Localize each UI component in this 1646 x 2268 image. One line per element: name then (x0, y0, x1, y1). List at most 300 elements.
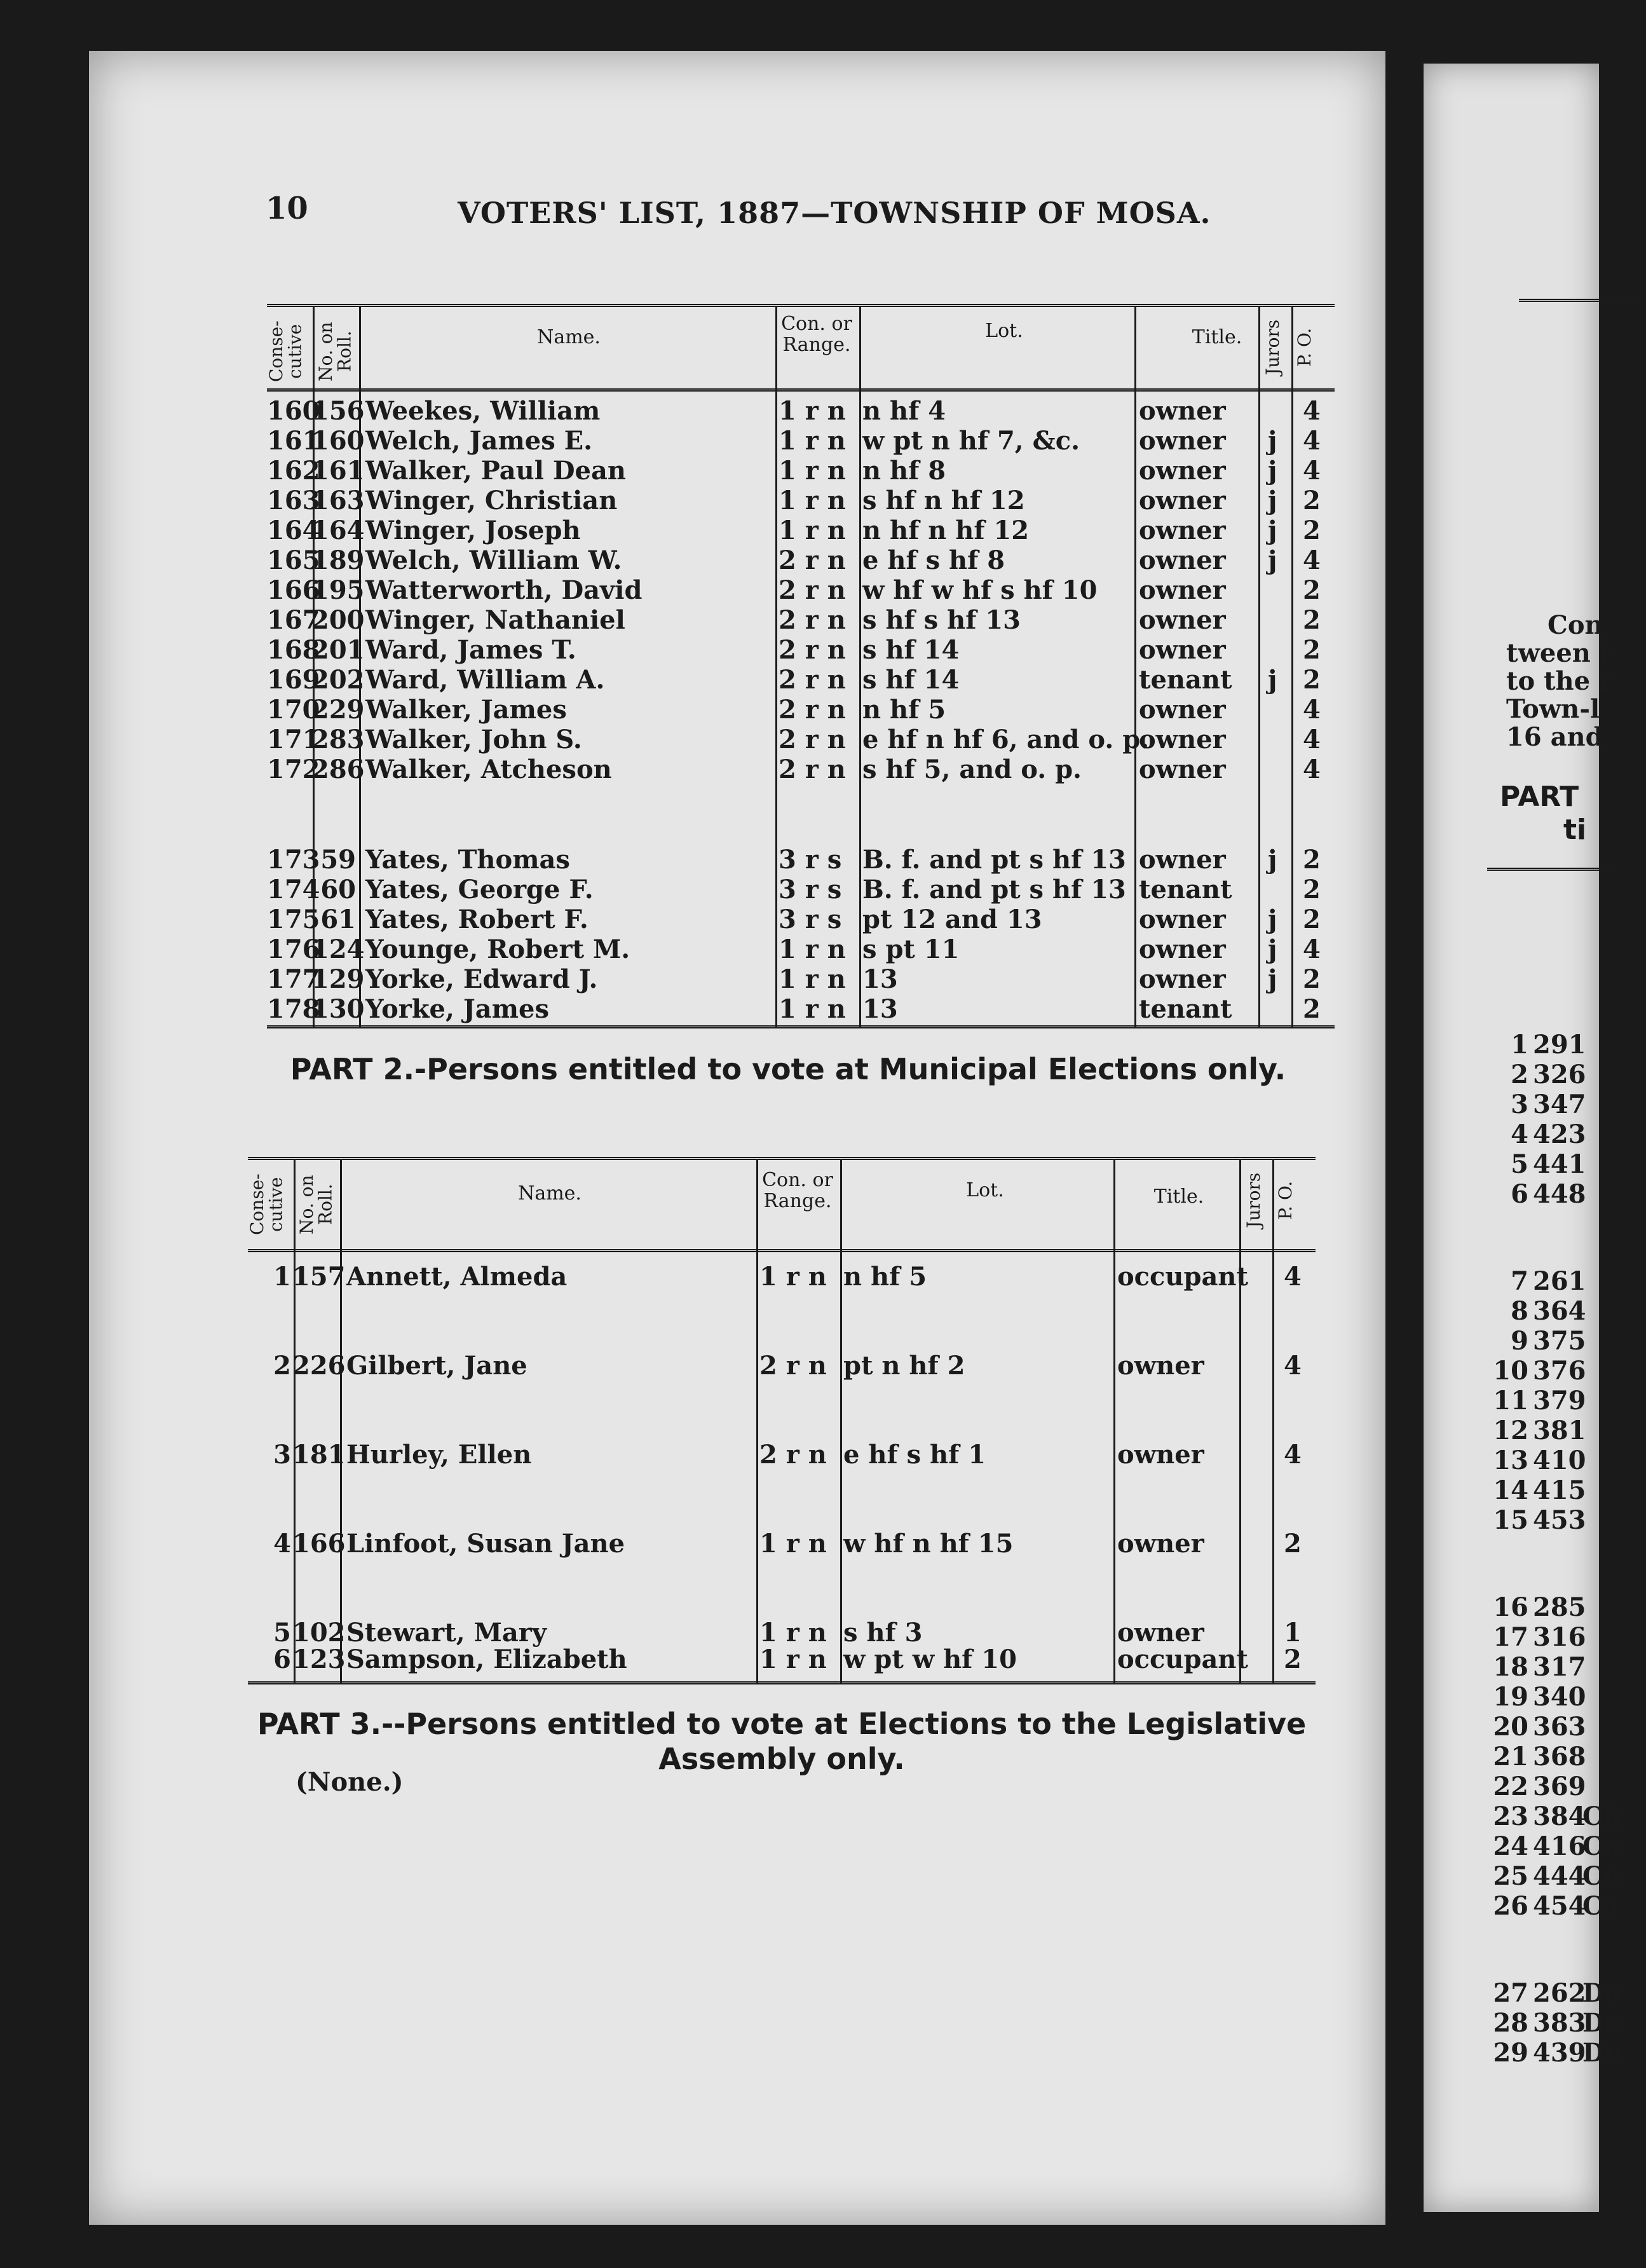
lot: s hf n hf 12 (862, 486, 1025, 516)
table-row (267, 695, 1335, 725)
voter-name: Hurley, Ellen (346, 1440, 532, 1470)
lot: B. f. and pt s hf 13 (862, 875, 1126, 905)
col-po: P. O. (1294, 327, 1315, 367)
consecutive-number: 29 (1493, 2038, 1528, 2068)
roll-number: 163 (311, 486, 365, 516)
voter-name-fragment: Ca (1582, 1891, 1619, 1921)
consecutive-number: 172 (267, 755, 320, 784)
table-row (267, 755, 1335, 785)
table-bottom-rule (267, 1025, 1335, 1028)
title: owner (1139, 486, 1226, 516)
con-range: 2 r n (779, 665, 846, 695)
roll-number: 124 (311, 934, 365, 964)
roll-number: 364 (1533, 1296, 1586, 1326)
post-office: 4 (1303, 695, 1321, 725)
table-row (248, 1529, 1316, 1559)
post-office: 2 (1303, 605, 1321, 635)
con-range: 1 r n (759, 1644, 827, 1674)
roll-number: 156 (311, 396, 365, 426)
con-range: 2 r n (779, 725, 846, 755)
consecutive-number: 3 (1511, 1090, 1528, 1119)
roll-number: 285 (1533, 1592, 1586, 1622)
roll-number: 102 (292, 1618, 346, 1648)
table-row (267, 396, 1335, 427)
consecutive-number: 167 (267, 605, 320, 635)
con-range: 2 r n (759, 1440, 827, 1470)
con-range: 1 r n (779, 426, 846, 456)
title: owner (1117, 1529, 1204, 1559)
con-range: 1 r n (759, 1529, 827, 1559)
voter-name: Yorke, Edward J. (365, 964, 598, 994)
post-office: 4 (1303, 725, 1321, 755)
consecutive-number: 165 (267, 545, 320, 575)
right-page-text-line: 16 and (1506, 722, 1603, 752)
post-office: 2 (1303, 486, 1321, 516)
title: occupant (1117, 1644, 1248, 1674)
title: tenant (1139, 875, 1232, 905)
title: owner (1139, 545, 1226, 575)
table-row (267, 456, 1335, 486)
lot: s hf s hf 13 (862, 605, 1021, 635)
table-row (267, 516, 1335, 546)
juror-mark: j (1268, 665, 1277, 695)
part3-note: (None.) (296, 1767, 404, 1797)
right-page-text-line: Con (1547, 610, 1603, 640)
roll-number: 189 (311, 545, 365, 575)
con-range: 3 r s (779, 845, 842, 875)
lot: n hf 4 (862, 396, 946, 426)
juror-mark: j (1268, 426, 1277, 456)
col-no-on-roll: No. on Roll. (296, 1175, 336, 1234)
post-office: 4 (1284, 1262, 1302, 1292)
roll-number: 202 (311, 665, 365, 695)
voter-name: Yates, Robert F. (365, 905, 588, 934)
right-page-text-line: to the r (1506, 666, 1613, 696)
juror-mark: j (1268, 516, 1277, 545)
roll-number: 283 (311, 725, 365, 755)
con-range: 1 r n (779, 456, 846, 486)
voter-name: Linfoot, Susan Jane (346, 1529, 625, 1559)
consecutive-number: 171 (267, 725, 320, 755)
roll-number: 195 (311, 575, 365, 605)
col-divider (1272, 1160, 1274, 1684)
post-office: 4 (1284, 1440, 1302, 1470)
roll-number: 262 (1533, 1978, 1586, 2008)
roll-number: 261 (1533, 1266, 1586, 1296)
title: owner (1139, 755, 1226, 784)
right-page-text-line: tween t (1506, 638, 1612, 668)
consecutive-number: 7 (1511, 1266, 1528, 1296)
consecutive-number: 22 (1493, 1772, 1528, 1801)
voter-name: Walker, Atcheson (365, 755, 612, 784)
table-bottom-rule (248, 1681, 1316, 1684)
roll-number: 363 (1533, 1712, 1586, 1742)
col-divider (840, 1160, 842, 1684)
roll-number: 453 (1533, 1505, 1586, 1535)
consecutive-number: 19 (1493, 1682, 1528, 1712)
consecutive-number: 25 (1493, 1861, 1528, 1891)
lot: pt 12 and 13 (862, 905, 1042, 934)
title: tenant (1139, 994, 1232, 1024)
consecutive-number: 9 (1511, 1326, 1528, 1356)
post-office: 2 (1303, 516, 1321, 545)
roll-number: 381 (1533, 1416, 1586, 1445)
roll-number: 129 (311, 964, 365, 994)
roll-number: 200 (311, 605, 365, 635)
consecutive-number: 4 (273, 1529, 291, 1559)
lot: B. f. and pt s hf 13 (862, 845, 1126, 875)
lot: n hf 5 (862, 695, 946, 725)
post-office: 2 (1303, 875, 1321, 905)
voter-name: Younge, Robert M. (365, 934, 630, 964)
voter-name: Yorke, James (365, 994, 549, 1024)
voter-name: Sampson, Elizabeth (346, 1644, 627, 1674)
voter-name-fragment: Ch (1582, 1801, 1621, 1831)
right-page-rule (1519, 299, 1646, 302)
consecutive-number: 13 (1493, 1445, 1528, 1475)
post-office: 1 (1284, 1618, 1302, 1648)
con-range: 1 r n (759, 1618, 827, 1648)
consecutive-number: 162 (267, 456, 320, 486)
lot: s hf 3 (843, 1618, 923, 1648)
post-office: 2 (1303, 665, 1321, 695)
juror-mark: j (1268, 545, 1277, 575)
table-row (248, 1262, 1316, 1292)
col-title: Title. (1192, 326, 1242, 348)
voter-name: Watterworth, David (365, 575, 643, 605)
title: owner (1139, 964, 1226, 994)
right-page-heading-line: ti (1563, 814, 1587, 846)
title: owner (1139, 845, 1226, 875)
consecutive-number: 176 (267, 934, 320, 964)
voter-name: Winger, Nathaniel (365, 605, 625, 635)
lot: e hf s hf 8 (862, 545, 1005, 575)
table-row (267, 934, 1335, 965)
col-name: Name. (518, 1182, 582, 1205)
consecutive-number: 1 (1511, 1030, 1528, 1060)
lot: w hf n hf 15 (843, 1529, 1014, 1559)
juror-mark: j (1268, 905, 1277, 934)
post-office: 4 (1303, 755, 1321, 784)
con-range: 1 r n (759, 1262, 827, 1292)
roll-number: 226 (292, 1351, 346, 1381)
lot: 13 (862, 994, 898, 1024)
roll-number: 130 (311, 994, 365, 1024)
page-number: 10 (266, 191, 308, 226)
lot: w pt n hf 7, &c. (862, 426, 1080, 456)
roll-number: 347 (1533, 1090, 1586, 1119)
col-divider (756, 1160, 758, 1684)
juror-mark: j (1268, 964, 1277, 994)
consecutive-number: 27 (1493, 1978, 1528, 2008)
voter-name: Winger, Christian (365, 486, 618, 516)
roll-number: 375 (1533, 1326, 1586, 1356)
right-page-heading-line: PART (1500, 781, 1579, 813)
post-office: 2 (1303, 845, 1321, 875)
post-office: 2 (1284, 1529, 1302, 1559)
consecutive-number: 2 (273, 1351, 291, 1381)
title: owner (1139, 695, 1226, 725)
lot: s hf 5, and o. p. (862, 755, 1082, 784)
post-office: 2 (1303, 635, 1321, 665)
post-office: 2 (1284, 1644, 1302, 1674)
consecutive-number: 1 (273, 1262, 291, 1292)
part2-table (248, 1157, 1316, 1684)
roll-number: 454 (1533, 1891, 1586, 1921)
lot: e hf s hf 1 (843, 1440, 986, 1470)
table-row (267, 905, 1335, 935)
consecutive-number: 168 (267, 635, 320, 665)
consecutive-number: 163 (267, 486, 320, 516)
title: owner (1117, 1351, 1204, 1381)
roll-number: 291 (1533, 1030, 1586, 1060)
roll-number: 340 (1533, 1682, 1586, 1712)
roll-number: 61 (320, 905, 356, 934)
voter-name-fragment: Du (1582, 2038, 1623, 2068)
consecutive-number: 6 (1511, 1179, 1528, 1209)
roll-number: 60 (320, 875, 356, 905)
table-row (267, 605, 1335, 636)
col-con-range: Con. or Range. (781, 313, 852, 356)
consecutive-number: 10 (1493, 1356, 1528, 1386)
title: owner (1139, 635, 1226, 665)
consecutive-number: 178 (267, 994, 320, 1024)
consecutive-number: 160 (267, 396, 320, 426)
title: owner (1139, 396, 1226, 426)
col-lot: Lot. (966, 1179, 1004, 1201)
title: owner (1117, 1618, 1204, 1648)
consecutive-number: 3 (273, 1440, 291, 1470)
roll-number: 415 (1533, 1475, 1586, 1505)
consecutive-number: 23 (1493, 1801, 1528, 1831)
col-po: P. O. (1275, 1180, 1296, 1220)
voter-name-fragment: Do (1582, 1978, 1622, 2008)
roll-number: 123 (292, 1644, 346, 1674)
consecutive-number: 8 (1511, 1296, 1528, 1326)
lot: e hf n hf 6, and o. p. (862, 725, 1150, 755)
roll-number: 376 (1533, 1356, 1586, 1386)
post-office: 4 (1303, 396, 1321, 426)
voter-name: Weekes, William (365, 396, 601, 426)
col-divider (1239, 1160, 1241, 1684)
roll-number: 368 (1533, 1742, 1586, 1772)
voter-name: Yates, Thomas (365, 845, 570, 875)
consecutive-number: 166 (267, 575, 320, 605)
table-row (267, 635, 1335, 666)
consecutive-number: 14 (1493, 1475, 1528, 1505)
voter-name: Annett, Almeda (346, 1262, 568, 1292)
consecutive-number: 11 (1493, 1386, 1528, 1416)
voter-name-fragment: Co (1582, 1831, 1620, 1861)
table-row (267, 486, 1335, 516)
consecutive-number: 17 (1493, 1622, 1528, 1652)
con-range: 2 r n (779, 695, 846, 725)
part2-heading: PART 2.-Persons entitled to vote at Municipal Elections only. (290, 1052, 1286, 1086)
consecutive-number: 20 (1493, 1712, 1528, 1742)
roll-number: 369 (1533, 1772, 1586, 1801)
table-row (267, 575, 1335, 606)
voter-name: Ward, William A. (365, 665, 605, 695)
right-page-text-line: Town-l (1506, 694, 1600, 724)
col-no-on-roll: No. on Roll. (315, 322, 355, 381)
title: tenant (1139, 665, 1232, 695)
post-office: 2 (1303, 964, 1321, 994)
col-name: Name. (537, 326, 601, 348)
part3-heading: PART 3.--Persons entitled to vote at Elections to the Legislative Assembly only. (257, 1707, 1307, 1777)
title: owner (1139, 905, 1226, 934)
col-jurors: Jurors (1262, 319, 1283, 375)
col-con-range: Con. or Range. (762, 1169, 833, 1212)
page-header (267, 191, 1385, 261)
post-office: 4 (1303, 426, 1321, 456)
consecutive-number: 6 (273, 1644, 291, 1674)
con-range: 3 r s (779, 875, 842, 905)
roll-number: 157 (292, 1262, 346, 1292)
post-office: 2 (1303, 575, 1321, 605)
con-range: 2 r n (759, 1351, 827, 1381)
con-range: 2 r n (779, 635, 846, 665)
roll-number: 448 (1533, 1179, 1586, 1209)
post-office: 4 (1284, 1351, 1302, 1381)
roll-number: 444 (1533, 1861, 1586, 1891)
lot: s pt 11 (862, 934, 960, 964)
roll-number: 439 (1533, 2038, 1586, 2068)
table-row (248, 1644, 1316, 1675)
table-row (267, 725, 1335, 755)
title: owner (1139, 575, 1226, 605)
lot: n hf 8 (862, 456, 946, 486)
consecutive-number: 21 (1493, 1742, 1528, 1772)
roll-number: 379 (1533, 1386, 1586, 1416)
post-office: 2 (1303, 905, 1321, 934)
post-office: 4 (1303, 456, 1321, 486)
con-range: 1 r n (779, 934, 846, 964)
roll-number: 164 (311, 516, 365, 545)
roll-number: 383 (1533, 2008, 1586, 2038)
consecutive-number: 12 (1493, 1416, 1528, 1445)
con-range: 2 r n (779, 545, 846, 575)
table-row (267, 875, 1335, 905)
title: owner (1117, 1440, 1204, 1470)
roll-number: 201 (311, 635, 365, 665)
voter-name: Welch, William W. (365, 545, 622, 575)
roll-number: 59 (320, 845, 356, 875)
lot: n hf n hf 12 (862, 516, 1030, 545)
voter-name: Yates, George F. (365, 875, 594, 905)
con-range: 1 r n (779, 964, 846, 994)
title: owner (1139, 934, 1226, 964)
consecutive-number: 177 (267, 964, 320, 994)
roll-number: 286 (311, 755, 365, 784)
con-range: 1 r n (779, 486, 846, 516)
consecutive-number: 28 (1493, 2008, 1528, 2038)
lot: w pt w hf 10 (843, 1644, 1017, 1674)
voter-name: Winger, Joseph (365, 516, 581, 545)
con-range: 2 r n (779, 575, 846, 605)
table-row (267, 964, 1335, 995)
header-rule (248, 1249, 1316, 1252)
roll-number: 317 (1533, 1652, 1586, 1682)
voter-name-fragment: Co (1582, 1861, 1620, 1891)
title: occupant (1117, 1262, 1248, 1292)
lot: w hf w hf s hf 10 (862, 575, 1098, 605)
col-lot: Lot. (985, 320, 1023, 342)
consecutive-number: 4 (1511, 1119, 1528, 1149)
consecutive-number: 16 (1493, 1592, 1528, 1622)
voter-name: Stewart, Mary (346, 1618, 547, 1648)
col-title: Title. (1153, 1185, 1204, 1208)
col-divider (1113, 1160, 1115, 1684)
voter-name: Walker, Paul Dean (365, 456, 626, 486)
table-row (267, 665, 1335, 695)
roll-number: 316 (1533, 1622, 1586, 1652)
voter-name: Gilbert, Jane (346, 1351, 527, 1381)
con-range: 1 r n (779, 994, 846, 1024)
title: owner (1139, 725, 1226, 755)
consecutive-number: 161 (267, 426, 320, 456)
juror-mark: j (1268, 486, 1277, 516)
roll-number: 161 (311, 456, 365, 486)
roll-number: 423 (1533, 1119, 1586, 1149)
col-consecutive: Conse- cutive (247, 1173, 287, 1236)
voter-name: Walker, John S. (365, 725, 582, 755)
title: owner (1139, 456, 1226, 486)
lot: s hf 14 (862, 665, 960, 695)
post-office: 4 (1303, 934, 1321, 964)
roll-number: 384 (1533, 1801, 1586, 1831)
roll-number: 326 (1533, 1060, 1586, 1090)
title: owner (1139, 426, 1226, 456)
lot: s hf 14 (862, 635, 960, 665)
con-range: 3 r s (779, 905, 842, 934)
col-divider (294, 1160, 296, 1684)
consecutive-number: 24 (1493, 1831, 1528, 1861)
voter-name-fragment: De (1582, 2008, 1621, 2038)
roll-number: 166 (292, 1529, 346, 1559)
table-row (267, 426, 1335, 456)
consecutive-number: 26 (1493, 1891, 1528, 1921)
post-office: 4 (1303, 545, 1321, 575)
post-office: 2 (1303, 994, 1321, 1024)
lot: n hf 5 (843, 1262, 927, 1292)
voter-name: Walker, James (365, 695, 567, 725)
con-range: 2 r n (779, 605, 846, 635)
roll-number: 410 (1533, 1445, 1586, 1475)
table-row (267, 545, 1335, 576)
roll-number: 181 (292, 1440, 346, 1470)
title: owner (1139, 516, 1226, 545)
consecutive-number: 169 (267, 665, 320, 695)
table-row (267, 845, 1335, 875)
right-page (1424, 64, 1623, 2212)
consecutive-number: 18 (1493, 1652, 1528, 1682)
running-title: VOTERS' LIST, 1887—TOWNSHIP OF MOSA. (458, 196, 1211, 230)
voter-name: Ward, James T. (365, 635, 576, 665)
roll-number: 229 (311, 695, 365, 725)
right-page-table (1487, 868, 1623, 2068)
consecutive-number: 174 (267, 875, 320, 905)
consecutive-number: 175 (267, 905, 320, 934)
con-range: 1 r n (779, 396, 846, 426)
consecutive-number: 15 (1493, 1505, 1528, 1535)
lot: 13 (862, 964, 898, 994)
col-consecutive: Conse- cutive (266, 320, 306, 383)
roll-number: 416 (1533, 1831, 1586, 1861)
juror-mark: j (1268, 456, 1277, 486)
consecutive-number: 5 (273, 1618, 291, 1648)
voter-name: Welch, James E. (365, 426, 593, 456)
col-divider (340, 1160, 342, 1684)
